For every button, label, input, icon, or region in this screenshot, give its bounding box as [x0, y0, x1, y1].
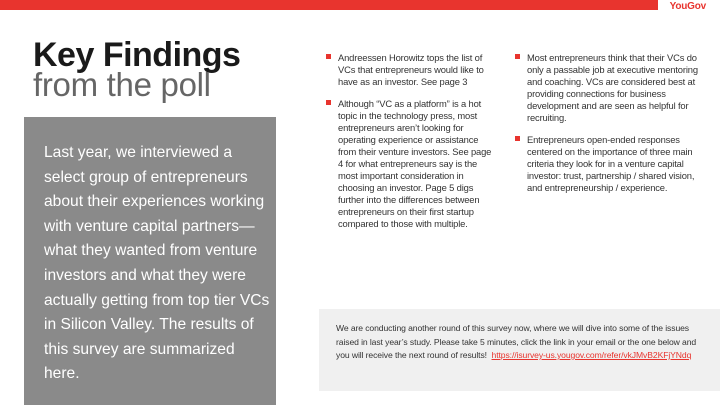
finding-item: [511, 134, 703, 194]
top-accent-bar: [0, 0, 658, 10]
finding-item: [322, 98, 492, 230]
page-subtitle: from the poll: [33, 66, 211, 103]
finding-item: [511, 52, 703, 124]
finding-text: Although “VC as a platform” is a hot topic in the technology press, most entrepreneurs aren’t looking for operating experience or assistance from their venture investors. See page 4 for what entrepreneurs say is the most important consideration in choosing an investor. Page 5 digs further into the differences between entrepreneurs on their first startup compared to those with multiple.: [338, 98, 492, 229]
finding-item: [322, 52, 492, 88]
bullet-square-icon: [515, 136, 520, 141]
survey-notice-box: [319, 309, 720, 391]
intro-text: Last year, we interviewed a select group of entrepreneurs about their experiences working with venture capital partners—what they wanted from venture investors and what they were actually getting from top tier VCs in Silicon Valley. The results of this survey are summarized here.: [44, 144, 270, 383]
finding-text: Most entrepreneurs think that their VCs do only a passable job at executive mentoring and coaching. VCs are considered best at providing connections for business development and are seen as helpful for recruiting.: [527, 52, 698, 123]
survey-notice-text: We are conducting another round of this survey now, where we will dive into some of the issues raised in last year’s study. Please take 5 minutes, click the link in your email or the one below and you will receive the next round of results!: [336, 323, 697, 360]
survey-notice: [336, 322, 708, 363]
intro-panel: [24, 117, 276, 405]
bullet-square-icon: [326, 100, 331, 105]
yougov-logo: YouGov: [669, 1, 706, 12]
bullet-square-icon: [515, 54, 520, 59]
finding-text: Entrepreneurs open-ended responses centered on the importance of three main criteria they look for in a venture capital investor: trust, partnership / shared vision, and entrepreneurship / experience.: [527, 134, 695, 193]
findings-column-2: [511, 52, 703, 204]
survey-link[interactable]: https://isurvey-us.yougov.com/refer/vkJMvB2KFjYNdq: [491, 350, 692, 360]
findings-column-1: [322, 52, 492, 240]
finding-text: Andreessen Horowitz tops the list of VCs that entrepreneurs would like to have as an investor. See page 3: [338, 52, 484, 87]
page-title: Key Findings: [33, 36, 241, 74]
bullet-square-icon: [326, 54, 331, 59]
